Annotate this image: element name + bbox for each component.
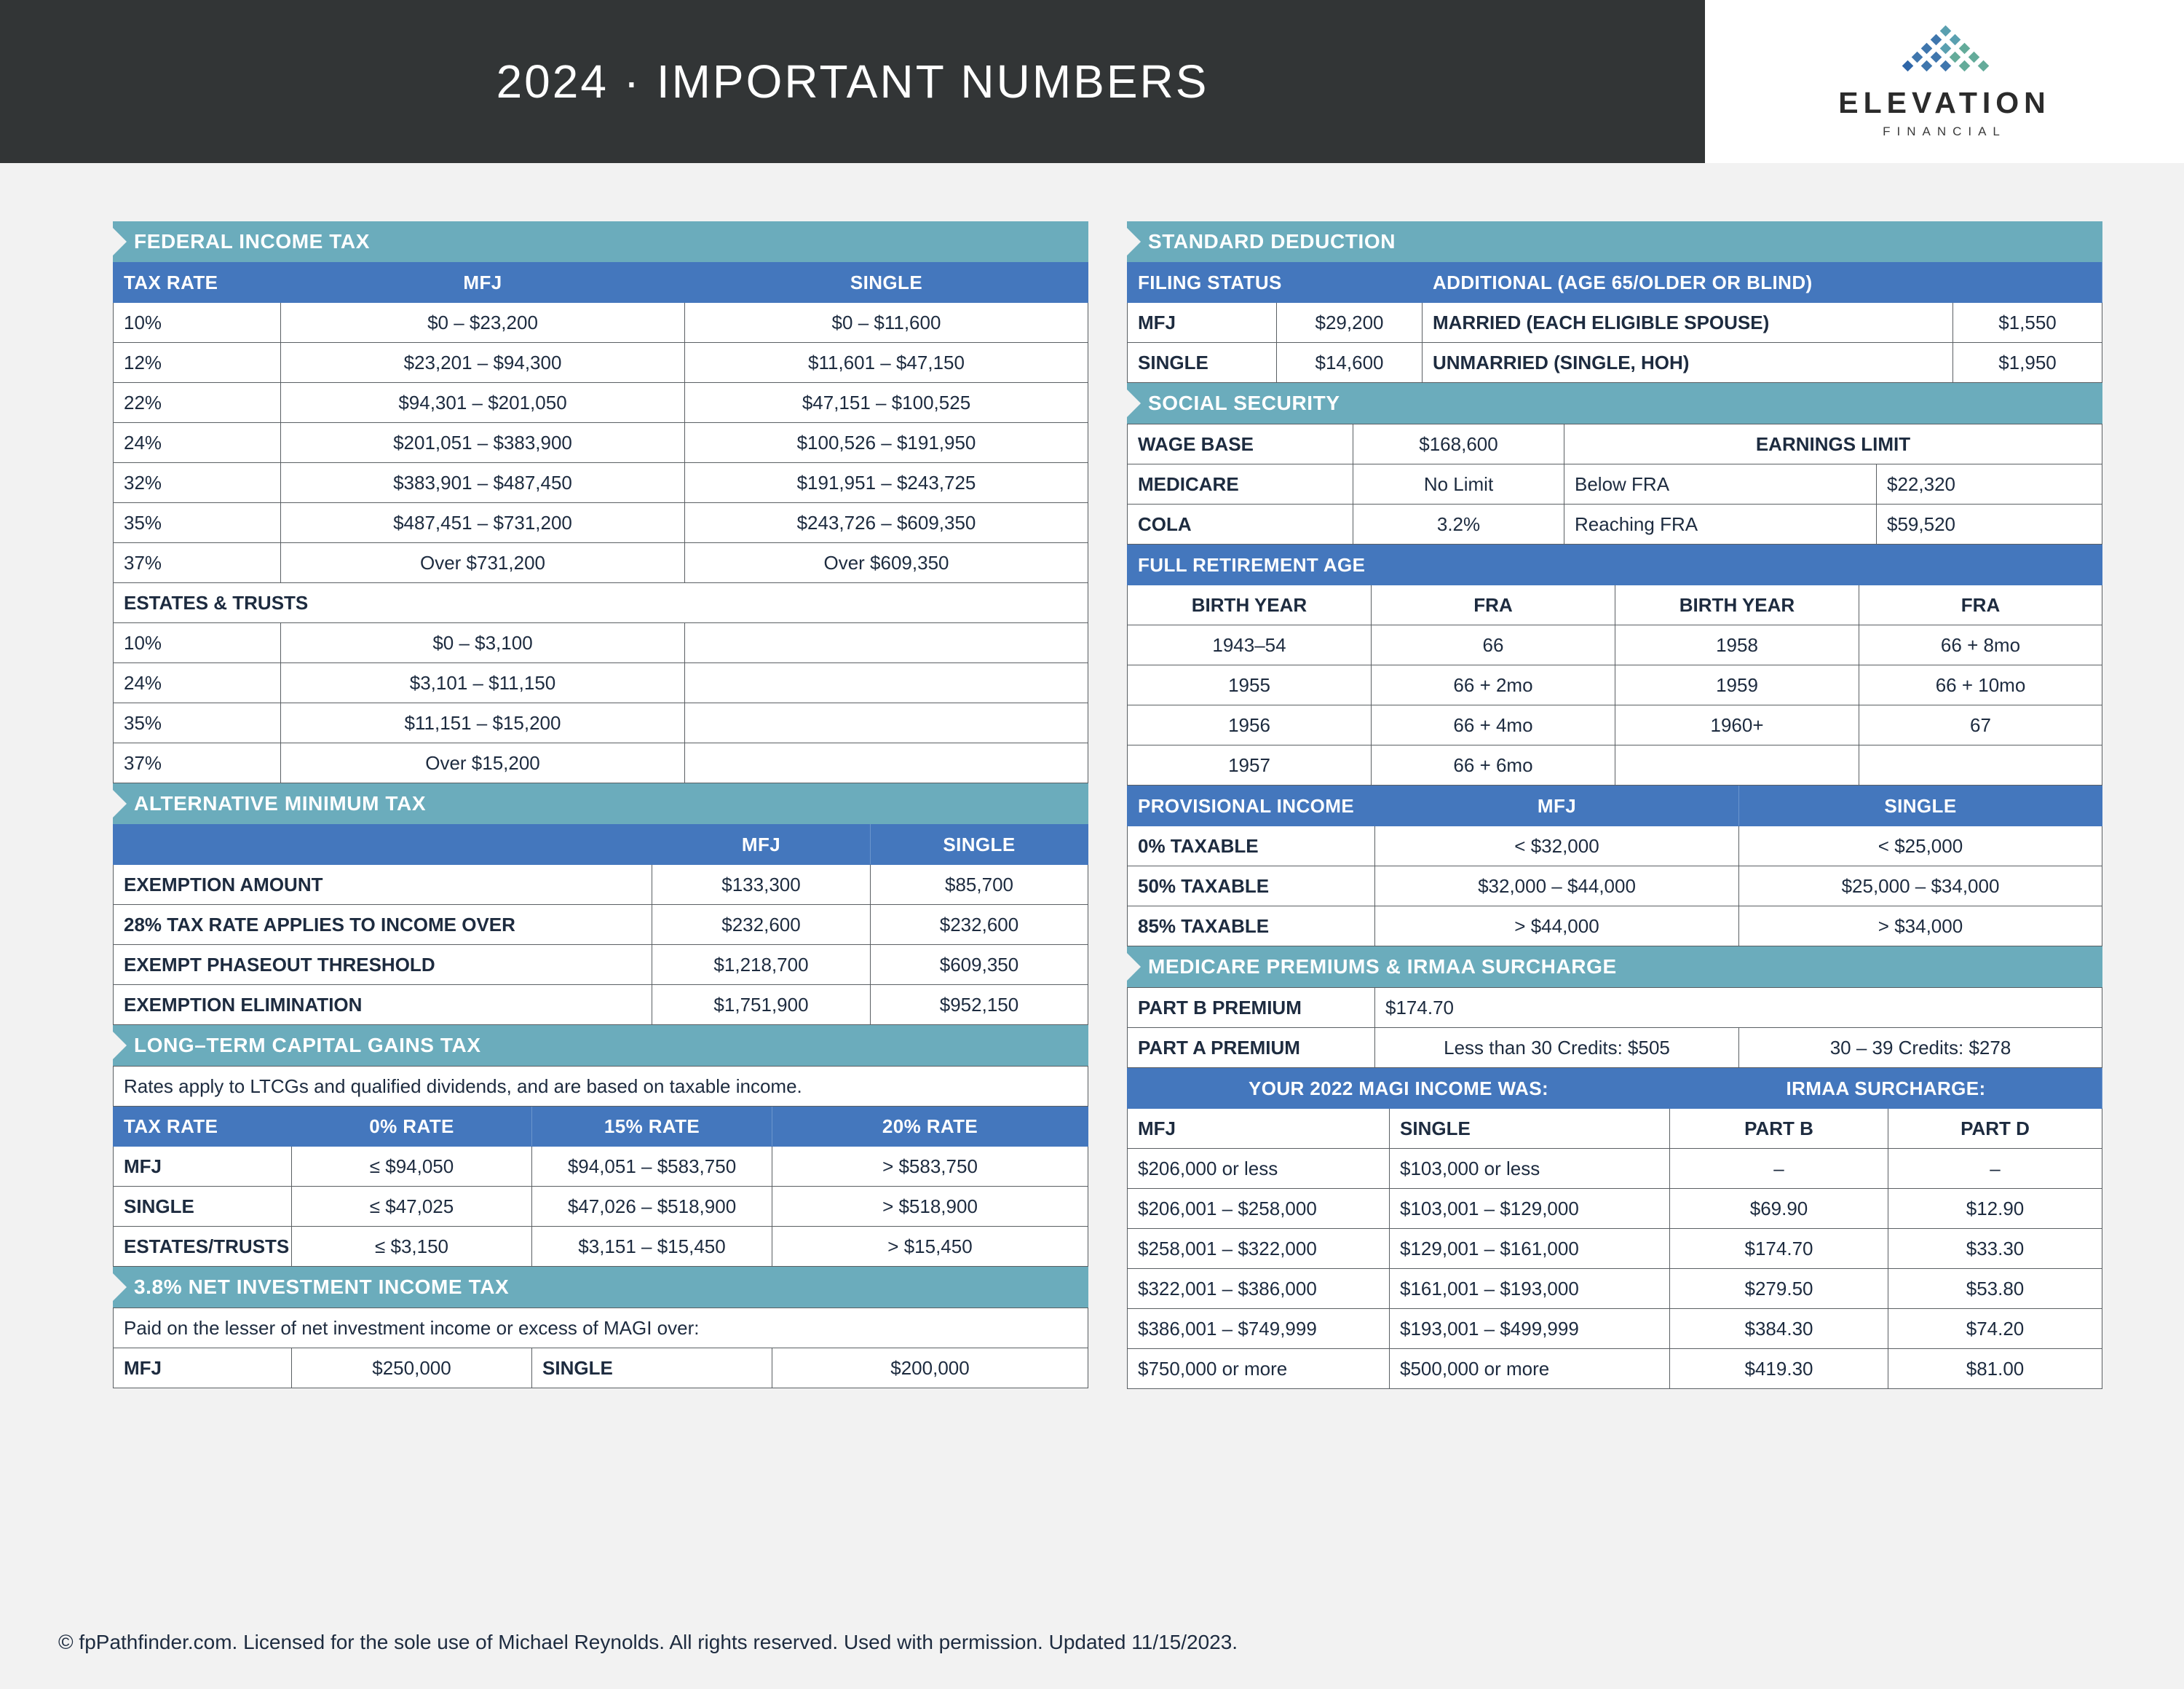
cell-single: $243,726 – $609,350 — [685, 503, 1088, 543]
cell-mfj: $201,051 – $383,900 — [281, 423, 685, 463]
column-header: BIRTH YEAR — [1615, 585, 1859, 625]
column-header: 0% RATE — [292, 1107, 532, 1147]
subsection-estates-trusts: ESTATES & TRUSTS — [114, 583, 1088, 623]
table-row — [1128, 303, 2102, 343]
cell-mfj: Over $731,200 — [281, 543, 685, 583]
cell-part-a-value-2: 30 – 39 Credits: $278 — [1739, 1028, 2102, 1068]
table-row — [114, 905, 1088, 945]
cell-single: $193,001 – $499,999 — [1390, 1309, 1670, 1349]
cell-label: EXEMPTION ELIMINATION — [114, 985, 652, 1025]
cell-0-rate: ≤ $94,050 — [292, 1147, 532, 1187]
table-row — [1128, 826, 2102, 866]
column-header: FRA — [1372, 585, 1615, 625]
column-header-irmaa: IRMAA SURCHARGE: — [1670, 1069, 2102, 1109]
cell-tax-rate: 10% — [114, 623, 281, 663]
table-row — [114, 1227, 1088, 1267]
cell-label: 85% TAXABLE — [1128, 906, 1375, 946]
table-row — [1128, 786, 2102, 826]
table-row — [1128, 705, 2102, 745]
table-row — [1128, 1069, 2102, 1109]
cell-filing-status: SINGLE — [1128, 343, 1277, 383]
note-ltcg: Rates apply to LTCGs and qualified dividends, and are based on taxable income. — [114, 1067, 1088, 1107]
cell-mfj: $383,901 – $487,450 — [281, 463, 685, 503]
table-row — [114, 463, 1088, 503]
cell-fra-label: Reaching FRA — [1564, 505, 1877, 545]
column-header-blank — [114, 825, 652, 865]
cell-birth-year: 1957 — [1128, 745, 1372, 786]
cell-label: EXEMPT PHASEOUT THRESHOLD — [114, 945, 652, 985]
cell-single: Over $609,350 — [685, 543, 1088, 583]
cell-range: $11,151 – $15,200 — [281, 703, 685, 743]
cell-earnings-limit-header: EARNINGS LIMIT — [1564, 424, 2102, 464]
section-header-net-investment-income-tax: 3.8% NET INVESTMENT INCOME TAX — [113, 1267, 1088, 1308]
cell-label: 0% TAXABLE — [1128, 826, 1375, 866]
table-row — [1128, 866, 2102, 906]
cell-20-rate: > $583,750 — [772, 1147, 1088, 1187]
cell-single: $25,000 – $34,000 — [1739, 866, 2102, 906]
section-header-standard-deduction: STANDARD DEDUCTION — [1127, 221, 2102, 262]
cell-birth-year: 1959 — [1615, 665, 1859, 705]
table-row — [114, 703, 1088, 743]
cell-additional-label: MARRIED (EACH ELIGIBLE SPOUSE) — [1423, 303, 1953, 343]
cell-single: $0 – $11,600 — [685, 303, 1088, 343]
cell-range: $0 – $3,100 — [281, 623, 685, 663]
column-header: MFJ — [652, 825, 871, 865]
cell-single: $609,350 — [871, 945, 1088, 985]
table-row — [114, 623, 1088, 663]
cell-single: < $25,000 — [1739, 826, 2102, 866]
page-header — [0, 0, 2184, 163]
column-header: SINGLE — [1739, 786, 2102, 826]
content-sheet — [0, 163, 2184, 1689]
cell-mfj: > $44,000 — [1375, 906, 1739, 946]
table-row — [1128, 343, 2102, 383]
table-row — [1128, 1149, 2102, 1189]
section-header-federal-income-tax: FEDERAL INCOME TAX — [113, 221, 1088, 262]
cell-mfj: $94,301 – $201,050 — [281, 383, 685, 423]
table-row — [1128, 505, 2102, 545]
cell-label: WAGE BASE — [1128, 424, 1353, 464]
table-row — [114, 263, 1088, 303]
cell-label: 28% TAX RATE APPLIES TO INCOME OVER — [114, 905, 652, 945]
table-row — [114, 303, 1088, 343]
cell-empty — [1859, 745, 2102, 786]
cell-single: $103,001 – $129,000 — [1390, 1189, 1670, 1229]
cell-mfj: $133,300 — [652, 865, 871, 905]
cell-part-b-value: $174.70 — [1375, 988, 2102, 1028]
cell-fra: 66 + 6mo — [1372, 745, 1615, 786]
cell-mfj: $32,000 – $44,000 — [1375, 866, 1739, 906]
cell-filing-status: MFJ — [1128, 303, 1277, 343]
cell-part-b: $384.30 — [1670, 1309, 1888, 1349]
column-header: ADDITIONAL (AGE 65/OLDER OR BLIND) — [1423, 263, 2102, 303]
cell-birth-year: 1955 — [1128, 665, 1372, 705]
cell-empty — [685, 663, 1088, 703]
table-row — [114, 503, 1088, 543]
column-header: 15% RATE — [532, 1107, 772, 1147]
table-provisional-income — [1127, 786, 2102, 946]
cell-filing-status: SINGLE — [114, 1187, 292, 1227]
cell-part-d: $12.90 — [1888, 1189, 2102, 1229]
table-row — [114, 1147, 1088, 1187]
cell-fra-label: Below FRA — [1564, 464, 1877, 505]
table-row — [114, 343, 1088, 383]
cell-fra: 66 — [1372, 625, 1615, 665]
cell-filing-status: MFJ — [114, 1147, 292, 1187]
table-row — [114, 543, 1088, 583]
table-row — [1128, 464, 2102, 505]
table-row — [114, 1067, 1088, 1107]
cell-part-d: $33.30 — [1888, 1229, 2102, 1269]
table-row — [1128, 585, 2102, 625]
cell-mfj: $750,000 or more — [1128, 1349, 1390, 1389]
cell-empty — [685, 743, 1088, 783]
column-header: BIRTH YEAR — [1128, 585, 1372, 625]
cell-birth-year: 1960+ — [1615, 705, 1859, 745]
cell-part-b: $69.90 — [1670, 1189, 1888, 1229]
cell-15-rate: $3,151 – $15,450 — [532, 1227, 772, 1267]
cell-15-rate: $94,051 – $583,750 — [532, 1147, 772, 1187]
cell-0-rate: ≤ $47,025 — [292, 1187, 532, 1227]
table-row — [114, 1308, 1088, 1348]
cell-mfj: $258,001 – $322,000 — [1128, 1229, 1390, 1269]
column-header: MFJ — [281, 263, 685, 303]
cell-tax-rate: 37% — [114, 743, 281, 783]
brand-logo — [1705, 0, 2184, 163]
cell-mfj: $232,600 — [652, 905, 871, 945]
column-subheader: SINGLE — [1390, 1109, 1670, 1149]
table-row — [114, 1348, 1088, 1388]
column-header: FRA — [1859, 585, 2102, 625]
table-net-investment-income-tax — [113, 1308, 1088, 1388]
cell-single: $47,151 – $100,525 — [685, 383, 1088, 423]
logo-wordmark: ELEVATION — [1838, 86, 2051, 119]
cell-range: $3,101 – $11,150 — [281, 663, 685, 703]
cell-mfj-label: MFJ — [114, 1348, 292, 1388]
cell-label: 50% TAXABLE — [1128, 866, 1375, 906]
cell-tax-rate: 10% — [114, 303, 281, 343]
note-niit: Paid on the lesser of net investment income or excess of MAGI over: — [114, 1308, 1088, 1348]
table-row — [1128, 1109, 2102, 1149]
cell-part-b: $279.50 — [1670, 1269, 1888, 1309]
cell-label: COLA — [1128, 505, 1353, 545]
cell-single: $11,601 – $47,150 — [685, 343, 1088, 383]
table-medicare-premiums — [1127, 987, 2102, 1068]
table-alternative-minimum-tax — [113, 824, 1088, 1025]
cell-mfj: $386,001 – $749,999 — [1128, 1309, 1390, 1349]
cell-single: > $34,000 — [1739, 906, 2102, 946]
section-header-social-security: SOCIAL SECURITY — [1127, 383, 2102, 424]
cell-fra-value: $59,520 — [1877, 505, 2102, 545]
cell-part-d: – — [1888, 1149, 2102, 1189]
cell-part-b: – — [1670, 1149, 1888, 1189]
table-row — [114, 583, 1088, 623]
table-federal-income-tax — [113, 262, 1088, 783]
table-row — [1128, 1229, 2102, 1269]
cell-single: $952,150 — [871, 985, 1088, 1025]
cell-single: $500,000 or more — [1390, 1349, 1670, 1389]
cell-20-rate: > $15,450 — [772, 1227, 1088, 1267]
cell-tax-rate: 24% — [114, 663, 281, 703]
table-row — [1128, 1269, 2102, 1309]
table-irmaa-surcharge — [1127, 1068, 2102, 1389]
cell-single-label: SINGLE — [532, 1348, 772, 1388]
section-header-medicare-premiums-irmaa: MEDICARE PREMIUMS & IRMAA SURCHARGE — [1127, 946, 2102, 987]
cell-tax-rate: 32% — [114, 463, 281, 503]
cell-fra: 66 + 10mo — [1859, 665, 2102, 705]
footer-copyright: © fpPathfinder.com. Licensed for the sole use of Michael Reynolds. All rights reserved. Used with permission. Updated 11/15/2023. — [58, 1631, 1238, 1653]
cell-empty — [685, 703, 1088, 743]
cell-mfj: $23,201 – $94,300 — [281, 343, 685, 383]
column-subheader: MFJ — [1128, 1109, 1390, 1149]
table-row — [114, 383, 1088, 423]
cell-part-d: $81.00 — [1888, 1349, 2102, 1389]
cell-tax-rate: 37% — [114, 543, 281, 583]
cell-empty — [685, 623, 1088, 663]
cell-part-b: $174.70 — [1670, 1229, 1888, 1269]
table-long-term-capital-gains-tax — [113, 1066, 1088, 1267]
table-full-retirement-age — [1127, 545, 2102, 786]
column-subheader: PART B — [1670, 1109, 1888, 1149]
cell-value: No Limit — [1353, 464, 1564, 505]
table-row — [1128, 1189, 2102, 1229]
cell-single: $85,700 — [871, 865, 1088, 905]
column-header: SINGLE — [871, 825, 1088, 865]
cell-mfj: $206,001 – $258,000 — [1128, 1189, 1390, 1229]
cell-mfj: $1,751,900 — [652, 985, 871, 1025]
column-header: SINGLE — [685, 263, 1088, 303]
cell-part-d: $74.20 — [1888, 1309, 2102, 1349]
cell-0-rate: ≤ $3,150 — [292, 1227, 532, 1267]
table-standard-deduction — [1127, 262, 2102, 383]
table-row — [114, 663, 1088, 703]
cell-mfj: $322,001 – $386,000 — [1128, 1269, 1390, 1309]
table-row — [114, 865, 1088, 905]
cell-mfj: < $32,000 — [1375, 826, 1739, 866]
cell-single: $103,000 or less — [1390, 1149, 1670, 1189]
cell-filing-status: ESTATES/TRUSTS — [114, 1227, 292, 1267]
section-header-full-retirement-age: FULL RETIREMENT AGE — [1128, 545, 2102, 585]
cell-birth-year: 1956 — [1128, 705, 1372, 745]
table-row — [1128, 424, 2102, 464]
table-row — [1128, 665, 2102, 705]
cell-15-rate: $47,026 – $518,900 — [532, 1187, 772, 1227]
column-header: TAX RATE — [114, 1107, 292, 1147]
cell-tax-rate: 35% — [114, 703, 281, 743]
cell-mfj: $1,218,700 — [652, 945, 871, 985]
cell-tax-rate: 22% — [114, 383, 281, 423]
table-row — [114, 1187, 1088, 1227]
cell-single: $161,001 – $193,000 — [1390, 1269, 1670, 1309]
cell-label: MEDICARE — [1128, 464, 1353, 505]
cell-tax-rate: 35% — [114, 503, 281, 543]
cell-fra: 66 + 2mo — [1372, 665, 1615, 705]
cell-empty — [1615, 745, 1859, 786]
table-row — [114, 743, 1088, 783]
cell-single-value: $200,000 — [772, 1348, 1088, 1388]
cell-part-b: $419.30 — [1670, 1349, 1888, 1389]
table-social-security — [1127, 424, 2102, 545]
cell-mfj: $487,451 – $731,200 — [281, 503, 685, 543]
table-row — [1128, 625, 2102, 665]
table-row — [1128, 1028, 2102, 1068]
cell-part-d: $53.80 — [1888, 1269, 2102, 1309]
section-header-alternative-minimum-tax: ALTERNATIVE MINIMUM TAX — [113, 783, 1088, 824]
table-row — [114, 423, 1088, 463]
cell-fra: 66 + 4mo — [1372, 705, 1615, 745]
cell-20-rate: > $518,900 — [772, 1187, 1088, 1227]
column-header: MFJ — [1375, 786, 1739, 826]
table-row — [114, 985, 1088, 1025]
column-header: FILING STATUS — [1128, 263, 1423, 303]
column-subheader: PART D — [1888, 1109, 2102, 1149]
column-header-magi: YOUR 2022 MAGI INCOME WAS: — [1128, 1069, 1670, 1109]
cell-value: $168,600 — [1353, 424, 1564, 464]
cell-additional-label: UNMARRIED (SINGLE, HOH) — [1423, 343, 1953, 383]
cell-label: EXEMPTION AMOUNT — [114, 865, 652, 905]
table-row — [1128, 263, 2102, 303]
page-title: 2024 · IMPORTANT NUMBERS — [496, 55, 1209, 108]
table-row — [1128, 545, 2102, 585]
cell-mfj: $206,000 or less — [1128, 1149, 1390, 1189]
cell-mfj-value: $250,000 — [292, 1348, 532, 1388]
left-column — [113, 221, 1088, 1388]
table-row — [1128, 988, 2102, 1028]
section-header-long-term-capital-gains-tax: LONG–TERM CAPITAL GAINS TAX — [113, 1025, 1088, 1066]
cell-fra: 66 + 8mo — [1859, 625, 2102, 665]
table-row — [1128, 745, 2102, 786]
column-header: PROVISIONAL INCOME — [1128, 786, 1375, 826]
cell-additional-value: $1,550 — [1952, 303, 2102, 343]
cell-birth-year: 1958 — [1615, 625, 1859, 665]
cell-fra-value: $22,320 — [1877, 464, 2102, 505]
cell-single: $191,951 – $243,725 — [685, 463, 1088, 503]
cell-part-a-value-1: Less than 30 Credits: $505 — [1375, 1028, 1739, 1068]
cell-part-a-label: PART A PREMIUM — [1128, 1028, 1375, 1068]
cell-tax-rate: 12% — [114, 343, 281, 383]
cell-part-b-label: PART B PREMIUM — [1128, 988, 1375, 1028]
cell-deduction: $14,600 — [1277, 343, 1423, 383]
table-row — [114, 945, 1088, 985]
table-row — [114, 1107, 1088, 1147]
cell-single: $232,600 — [871, 905, 1088, 945]
cell-value: 3.2% — [1353, 505, 1564, 545]
cell-additional-value: $1,950 — [1952, 343, 2102, 383]
cell-birth-year: 1943–54 — [1128, 625, 1372, 665]
right-column — [1127, 221, 2102, 1389]
cell-fra: 67 — [1859, 705, 2102, 745]
cell-deduction: $29,200 — [1277, 303, 1423, 343]
logo-tagline: FINANCIAL — [1883, 124, 2006, 138]
table-row — [1128, 1309, 2102, 1349]
cell-single: $129,001 – $161,000 — [1390, 1229, 1670, 1269]
table-row — [1128, 906, 2102, 946]
column-header: 20% RATE — [772, 1107, 1088, 1147]
cell-tax-rate: 24% — [114, 423, 281, 463]
cell-range: Over $15,200 — [281, 743, 685, 783]
table-row — [114, 825, 1088, 865]
cell-single: $100,526 – $191,950 — [685, 423, 1088, 463]
table-row — [1128, 1349, 2102, 1389]
cell-mfj: $0 – $23,200 — [281, 303, 685, 343]
elevation-diamond-logo-icon — [1897, 25, 1992, 84]
column-header: TAX RATE — [114, 263, 281, 303]
